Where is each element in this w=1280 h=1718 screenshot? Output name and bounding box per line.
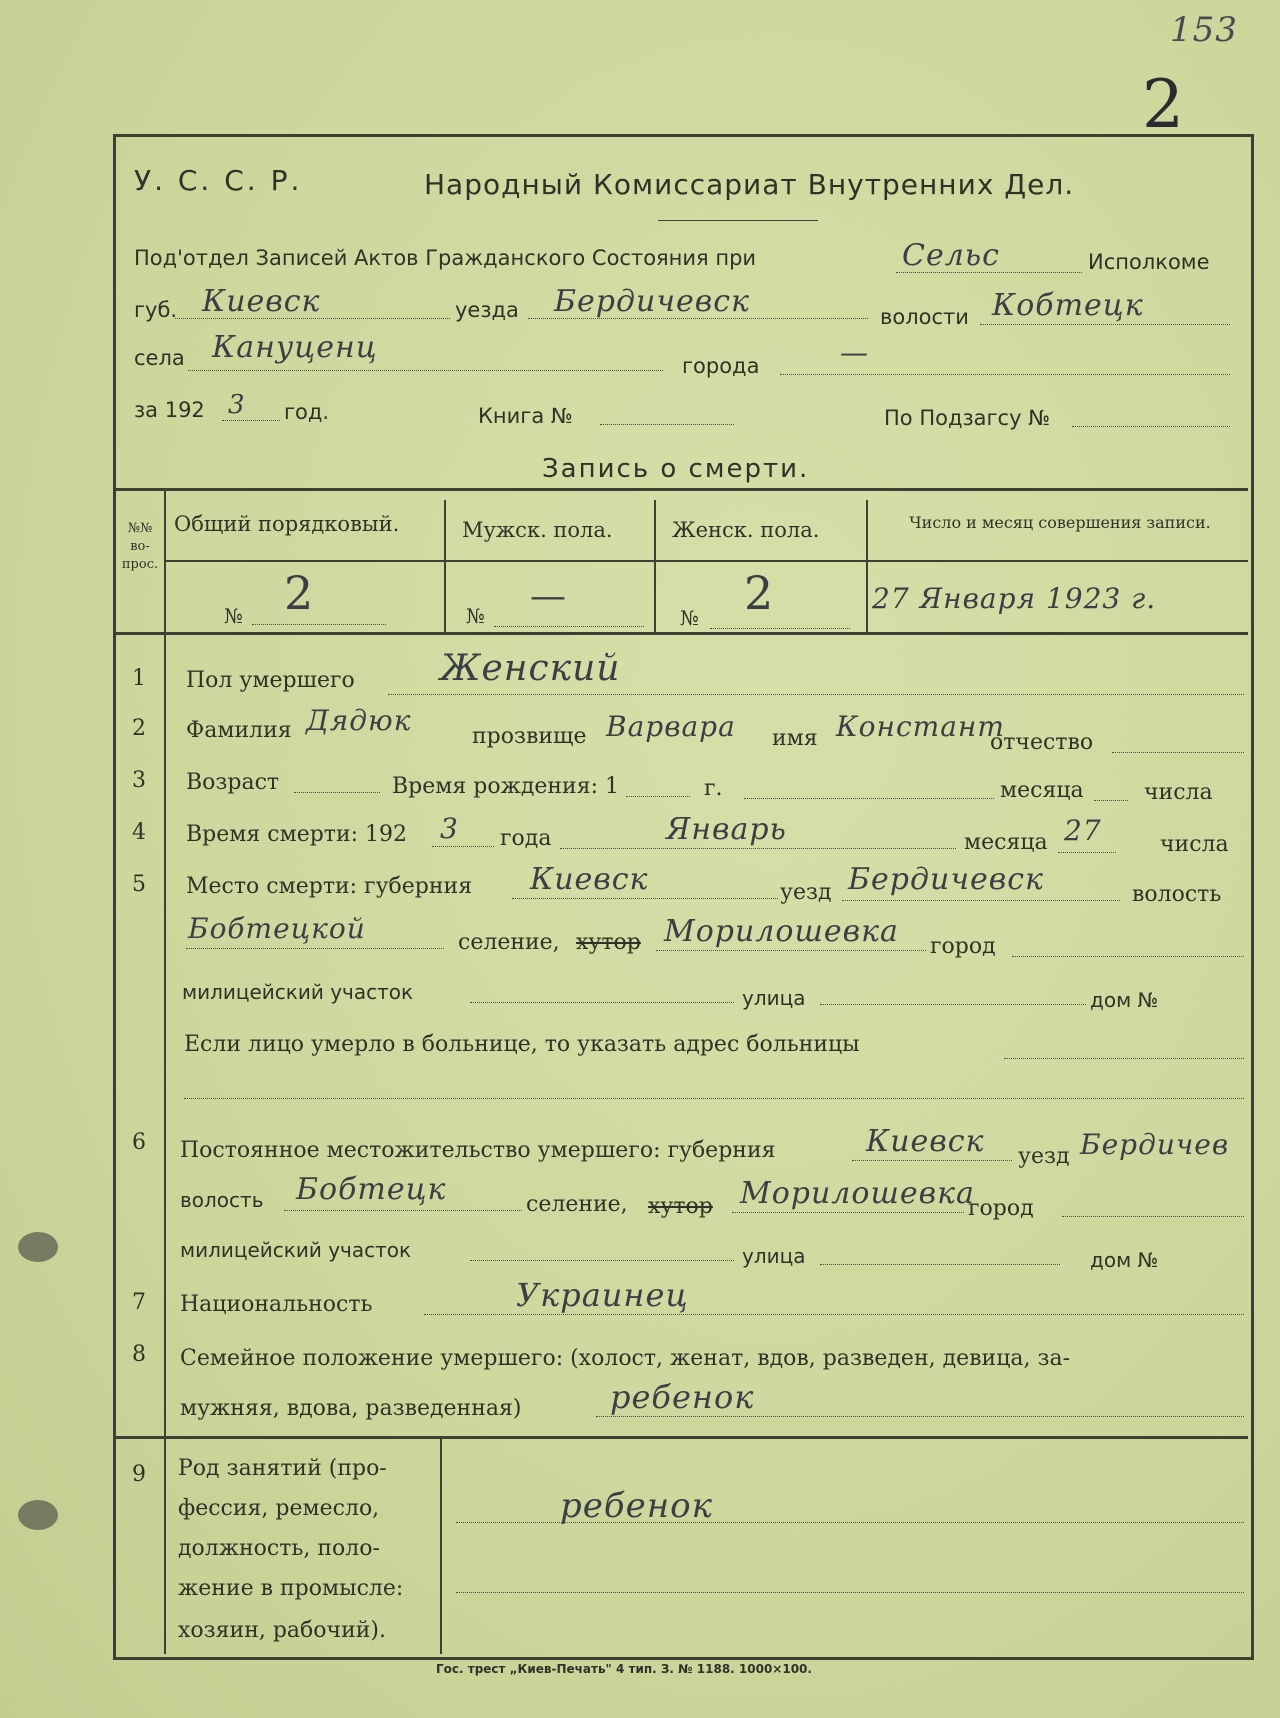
- q6-village-line: [732, 1212, 964, 1213]
- q1-label: Пол умершего: [186, 668, 355, 693]
- q4-number: 4: [132, 820, 146, 845]
- q7-line: [424, 1314, 1244, 1315]
- q3-age-line: [294, 792, 380, 793]
- q6-city-label: город: [968, 1196, 1034, 1221]
- q5-volost-value: Бобтецкой: [188, 912, 366, 945]
- q5-uezd-line: [842, 900, 1120, 901]
- q4-month-label: месяца: [964, 830, 1048, 855]
- republic-label: У. С. С. Р.: [134, 164, 303, 197]
- q4-day-label: числа: [1160, 832, 1229, 857]
- col-divider-1: [164, 488, 166, 1654]
- q2-name-value: Констант: [836, 710, 1005, 743]
- q4-label: Время смерти: 192: [186, 822, 408, 847]
- q4-year-line: [432, 846, 494, 847]
- uezd-line: [528, 318, 868, 319]
- head-female: Женск. пола.: [672, 518, 820, 542]
- q2-name-label: имя: [772, 726, 818, 751]
- q8-label-2: мужняя, вдова, разведенная): [180, 1396, 522, 1421]
- q3-day-line: [1094, 800, 1128, 801]
- q9-value: ребенок: [560, 1486, 713, 1526]
- subzags-label: По Подзагсу №: [884, 406, 1051, 430]
- q8-number: 8: [132, 1342, 146, 1367]
- q6-volost-value: Бобтецк: [296, 1172, 447, 1207]
- date-value: 27 Января 1923 г.: [872, 582, 1157, 615]
- year-value: 3: [228, 390, 246, 420]
- q5-street-line: [820, 1004, 1086, 1005]
- punch-hole-top: [18, 1232, 58, 1262]
- q5-volost-line: [186, 948, 444, 949]
- q9-label-4: жение в промысле:: [178, 1576, 404, 1601]
- q5-village-line: [656, 950, 926, 951]
- record-title: Запись о смерти.: [542, 454, 810, 484]
- q5-khutor-label: хутор: [576, 930, 641, 955]
- commissariat-title: Народный Комиссариат Внутренних Дел.: [424, 168, 1075, 201]
- q3-g-label: г.: [704, 776, 723, 801]
- q5-uezd-value: Бердичевск: [848, 862, 1044, 897]
- q9-top-rule: [116, 1436, 1248, 1439]
- q2-line: [1112, 752, 1244, 753]
- q5-house-label: дом №: [1090, 988, 1159, 1012]
- q3-number: 3: [132, 768, 146, 793]
- q1-line: [388, 694, 1244, 695]
- q5-uezd-label: уезд: [780, 880, 832, 905]
- table-head-bottom-rule: [116, 632, 1248, 635]
- selo-label: села: [134, 346, 185, 370]
- q6-label: Постоянное местожительство умершего: губерния: [180, 1138, 776, 1163]
- q9-line-2: [456, 1592, 1244, 1593]
- head-date: Число и месяц совершения записи.: [909, 513, 1211, 532]
- q9-label-3: должность, поло-: [178, 1536, 380, 1561]
- q8-label-1: Семейное положение умершего: (холост, женат, вдов, разведен, девица, за-: [180, 1346, 1071, 1371]
- volost-value: Кобтецк: [992, 288, 1144, 323]
- q7-number: 7: [132, 1290, 146, 1315]
- q2-nick-label: прозвище: [472, 724, 587, 749]
- q9-label-1: Род занятий (про-: [178, 1456, 387, 1481]
- q3-birth-label: Время рождения: 1: [392, 774, 619, 799]
- sheet-corner-number: 153: [1170, 10, 1238, 50]
- selo-value: Кануценц: [212, 330, 378, 365]
- q9-number: 9: [132, 1462, 146, 1487]
- q6-house-label: дом №: [1090, 1248, 1159, 1272]
- col-divider-2: [444, 500, 446, 632]
- q2-nick-value: Варвара: [606, 710, 736, 743]
- q3-year-line: [626, 796, 690, 797]
- q6-city-line: [1062, 1216, 1244, 1217]
- q9-divider: [440, 1436, 442, 1654]
- selo-line: [188, 370, 663, 371]
- punch-hole-bottom: [18, 1500, 58, 1530]
- q4-month-line: [560, 848, 956, 849]
- q5-label: Место смерти: губерния: [186, 874, 473, 899]
- female-no-line: [710, 628, 850, 629]
- q7-value: Украинец: [516, 1276, 689, 1314]
- q2-surname-label: Фамилия: [186, 718, 292, 743]
- col-divider-4: [866, 500, 868, 632]
- male-no-label: №: [466, 604, 485, 628]
- q5-city-line: [1012, 956, 1244, 957]
- q6-gub-value: Киевск: [866, 1124, 985, 1159]
- q6-uezd-value: Бердичев: [1080, 1128, 1230, 1161]
- q1-value: Женский: [440, 648, 621, 689]
- q5-village-label: селение,: [458, 930, 560, 955]
- q3-age-label: Возраст: [186, 770, 280, 795]
- header-rule: [658, 220, 818, 221]
- gub-line: [175, 318, 450, 319]
- q5-street-label: улица: [742, 986, 806, 1010]
- book-label: Книга №: [478, 404, 573, 428]
- q5-number: 5: [132, 872, 146, 897]
- q4-day-value: 27: [1064, 814, 1102, 847]
- q3-day-label: числа: [1144, 780, 1213, 805]
- volost-line: [980, 324, 1230, 325]
- col-divider-3: [654, 500, 656, 632]
- q5-hospital-label: Если лицо умерло в больнице, то указать адрес больницы: [184, 1032, 860, 1057]
- year-label: за 192: [134, 398, 205, 422]
- table-head-sub-rule: [164, 560, 1248, 562]
- q4-month-value: Январь: [666, 812, 787, 847]
- q5-hospital-line-2: [184, 1098, 1244, 1099]
- subdept-line: [896, 272, 1082, 273]
- gorod-label: города: [682, 354, 760, 378]
- q6-volost-line: [284, 1210, 522, 1211]
- q1-number: 1: [132, 666, 146, 691]
- q9-label-5: хозяин, рабочий).: [178, 1618, 386, 1643]
- q6-uezd-label: уезд: [1018, 1144, 1070, 1169]
- head-qnum: №№ во- прос.: [121, 521, 159, 572]
- book-line: [600, 424, 734, 425]
- subdept-suffix: Исполкоме: [1088, 250, 1210, 274]
- male-no-value: —: [530, 576, 567, 617]
- q5-hospital-line-1: [1004, 1058, 1244, 1059]
- year-line: [222, 420, 280, 421]
- q5-gub-line: [512, 898, 778, 899]
- uezd-label: уезда: [455, 298, 519, 322]
- q9-label-2: фессия, ремесло,: [178, 1496, 380, 1521]
- q3-month-line: [744, 798, 994, 799]
- q6-gub-line: [852, 1160, 1012, 1161]
- q4-year-value: 3: [440, 812, 459, 845]
- q9-line-1: [456, 1522, 1244, 1523]
- gorod-line: [780, 374, 1230, 375]
- year-suffix: год.: [284, 400, 330, 424]
- uezd-value: Бердичевск: [554, 284, 750, 319]
- q2-number: 2: [132, 716, 146, 741]
- gub-label: губ.: [134, 298, 178, 322]
- q5-volost-label: волость: [1132, 882, 1222, 907]
- q5-village-value: Морилошевка: [664, 914, 899, 949]
- head-general: Общий порядковый.: [174, 512, 400, 536]
- q6-khutor-label: хутор: [648, 1194, 713, 1219]
- q6-street-line: [820, 1264, 1060, 1265]
- q6-militia-line: [470, 1260, 734, 1261]
- q5-gub-value: Киевск: [530, 862, 649, 897]
- q5-militia-label: милицейский участок: [182, 980, 414, 1004]
- gub-value: Киевск: [202, 284, 321, 319]
- q5-militia-line: [470, 1002, 734, 1003]
- volost-label: волости: [880, 305, 969, 329]
- general-no-label: №: [224, 604, 243, 628]
- q4-day-line: [1058, 852, 1116, 853]
- female-no-label: №: [680, 606, 699, 630]
- q6-village-label: селение,: [526, 1192, 628, 1217]
- q6-street-label: улица: [742, 1244, 806, 1268]
- q8-line: [596, 1416, 1244, 1417]
- q6-volost-label: волость: [180, 1188, 264, 1212]
- subzags-line: [1072, 426, 1230, 427]
- subdept-prefix: Под'отдел Записей Актов Гражданского Состояния при: [134, 246, 757, 270]
- female-no-value: 2: [744, 566, 775, 620]
- sheet-number: 2: [1142, 66, 1185, 143]
- male-no-line: [494, 626, 644, 627]
- q6-village-value: Морилошевка: [740, 1176, 975, 1211]
- q8-value: ребенок: [610, 1378, 755, 1416]
- subdept-value: Сельс: [902, 238, 1000, 273]
- q4-year-label: года: [500, 826, 552, 851]
- head-male: Мужск. пола.: [462, 518, 613, 542]
- q3-month-label: месяца: [1000, 778, 1084, 803]
- q7-label: Национальность: [180, 1292, 373, 1317]
- q2-surname-value: Дядюк: [306, 704, 412, 737]
- q5-city-label: город: [930, 934, 996, 959]
- q6-militia-label: милицейский участок: [180, 1238, 412, 1262]
- general-no-value: 2: [284, 566, 315, 620]
- q6-number: 6: [132, 1130, 146, 1155]
- q2-patronymic-label: отчество: [990, 730, 1094, 755]
- general-no-line: [252, 624, 386, 625]
- gorod-value: —: [840, 336, 869, 369]
- table-top-rule: [116, 488, 1248, 491]
- printer-imprint: Гос. трест „Киев-Печать" 4 тип. З. № 1188. 1000×100.: [436, 1662, 812, 1676]
